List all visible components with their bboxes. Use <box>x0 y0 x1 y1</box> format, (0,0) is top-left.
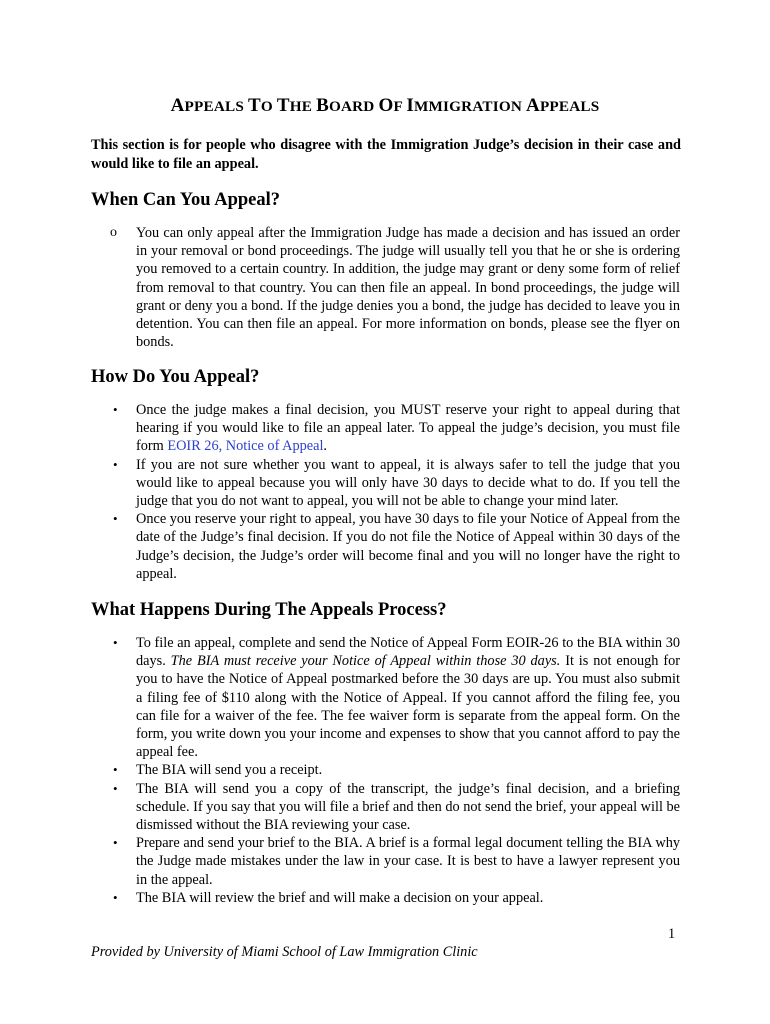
bullet-icon: • <box>113 456 118 472</box>
intro-paragraph: This section is for people who disagree with the Immigration Judge’s decision in their case and would like to file an appeal. <box>91 137 681 172</box>
list-item: • Prepare and send your brief to the BIA. A brief is a formal legal document telling the BIA why the Judge made mistakes under the law in your case. It is best to have a lawyer represent you in the appeal. <box>113 835 680 888</box>
list-item: • The BIA will send you a copy of the transcript, the judge’s final decision, and a briefing schedule. If you say that you will file a brief and then do not send the brief, your appeal will be dismissed without the BIA reviewing your case. <box>113 780 680 834</box>
section-heading-when: When Can You Appeal? <box>91 190 280 210</box>
bullet-icon: • <box>113 402 118 417</box>
section-heading-what: What Happens During The Appeals Process? <box>91 600 447 620</box>
when-list <box>0 224 680 351</box>
eoir-26-link[interactable]: EOIR 26, Notice of Appeal <box>167 438 324 455</box>
what-list <box>0 634 680 907</box>
list-item: o You can only appeal after the Immigration Judge has made a decision and has issued an order in your removal or bond proceedings. The judge will usually tell you that he or she is ordering you removed to a certain country. In addition, the judge may grant or deny some form of relief from removal to that country. You can then file an appeal. In bond proceedings, the judge will grant or deny you a bond. If the judge denies you a bond, the judge has decided to leave you in detention. You can then file an appeal. For more information on bonds, please see the flyer on bonds. <box>110 225 680 351</box>
bullet-icon: • <box>113 762 118 778</box>
list-item: • The BIA will send you a receipt. <box>113 762 323 779</box>
page-number: 1 <box>668 926 676 942</box>
footer-credit: Provided by University of Miami School of Law Immigration Clinic <box>91 944 478 960</box>
list-item: • The BIA will review the brief and will make a decision on your appeal. <box>113 889 544 906</box>
section-heading-how: How Do You Appeal? <box>91 367 260 387</box>
bullet-icon: • <box>113 511 118 527</box>
list-item: • If you are not sure whether you want to appeal, it is always safer to tell the judge that you would like to appeal because you will only have 30 days to decide what to do. If you tell the judge that you do not want to appeal, you will not be able to change your mind later. <box>113 456 680 510</box>
bullet-icon: • <box>113 780 118 796</box>
circle-bullet-icon: o <box>110 225 117 240</box>
list-item: • Once you reserve your right to appeal, you have 30 days to file your Notice of Appeal from the date of the Judge’s final decision. If you do not file the Notice of Appeal within 30 days of the Judge’s decision, the Judge’s order will become final and you will no longer have the right to appeal. <box>113 511 680 582</box>
bullet-icon: • <box>113 635 118 650</box>
page-title: APPEALS TO THE BOARD OF IMMIGRATION APPEALS <box>170 95 600 116</box>
list-item: • To file an appeal, complete and send the Notice of Appeal Form EOIR-26 to the BIA within 30 days. The BIA must receive your Notice of Appeal within those 30 days. It is not enough for you to have the Notice of Appeal postmarked before the 30 days are up. You must also submit a filing fee of $110 along with the Notice of Appeal. If you cannot afford the filing fee, you can file for a waiver of the fee. The fee waiver form is separate from the appeal form. On the form, you write down you your income and expenses to show that you cannot afford to pay the appeal fee. <box>113 635 680 761</box>
bullet-icon: • <box>113 835 118 851</box>
bullet-icon: • <box>113 889 118 905</box>
list-item: • Once the judge makes a final decision, you MUST reserve your right to appeal during that hearing if you would like to file an appeal later. To appeal the judge’s decision, you must file form EOIR 26, Notice of Appeal. <box>113 402 680 455</box>
how-list <box>0 401 680 583</box>
